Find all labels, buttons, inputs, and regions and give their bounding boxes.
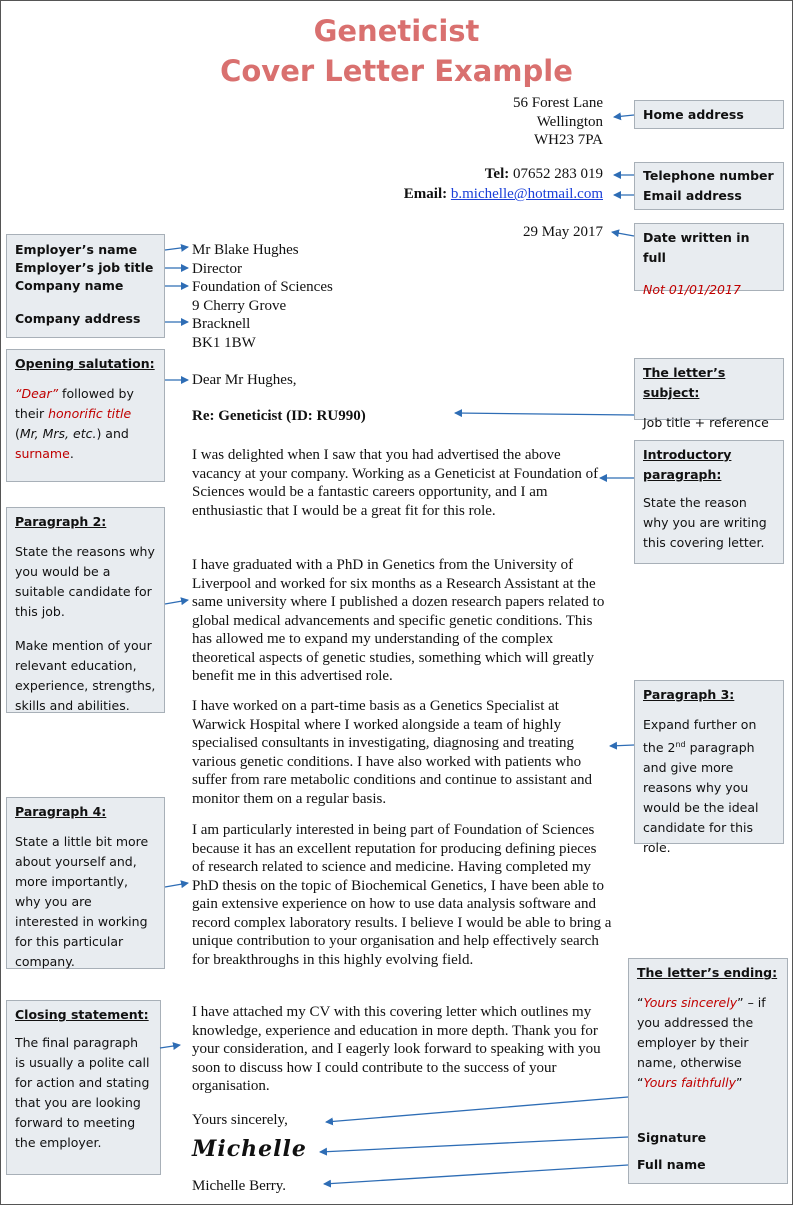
paragraph-5: I have attached my CV with this covering letter which outlines my knowledge, experience and education in more depth. Thank you for your consideration, and I eagerly look forward to speaking with you soon to discuss how I could contribute to the success of your organisation. xyxy=(192,1004,601,1094)
recipient-street: 9 Cherry Grove xyxy=(192,297,287,314)
letter-date: 29 May 2017 xyxy=(523,224,603,240)
paragraph-4: I am particularly interested in being part of Foundation of Sciences because it has an excellent reputation for producing defining pieces of research related to science and medicine. Having completed my PhD thesis on the topic of Biochemical Genetics, I have been able to gain extensive experience on how to use data analysis software and record complex laboratory results. I believe I would be able to bring a unique contribution to your organisation and help effectively search for breakthroughs in this highly evolving field. xyxy=(192,822,612,968)
annotation-employer: Employer’s name Employer’s job title Company name Company address xyxy=(6,234,165,338)
signature-label: Signature xyxy=(637,1130,707,1145)
arrow-date xyxy=(612,232,634,236)
address-line: 56 Forest Lane xyxy=(513,95,603,111)
address-line: Wellington xyxy=(536,113,603,130)
paragraph-3: I have worked on a part-time basis as a Genetics Specialist at Warwick Hospital where I worked alongside a team of highly specialised consultants in investigating, diagnosing and treating various genetic conditions. I have also worked with patients who suffer from rare metabolic conditions and continue to assistant and monitor them on a regular basis. xyxy=(192,698,593,807)
arrow-ending xyxy=(326,1097,628,1122)
annotation-opening: Opening salutation: “Dear” followed by their honorific title (Mr, Mrs, etc.) and surname. xyxy=(6,349,165,482)
arrow-paragraph-2 xyxy=(165,600,188,604)
annotation-paragraph-4: Paragraph 4: State a little bit more about yourself and, more importantly, why you are interested in working for this particular company. xyxy=(6,797,165,969)
annotation-home-address: Home address xyxy=(634,100,784,129)
arrow-home-address xyxy=(614,115,634,117)
closing: Yours sincerely, xyxy=(192,1112,288,1128)
email-label: Email: xyxy=(403,186,448,202)
signature: Michelle xyxy=(192,1136,307,1162)
annotation-subject: The letter’s subject: Job title + reference xyxy=(634,358,784,420)
arrow-employer-name xyxy=(165,247,188,250)
recipient-title: Director xyxy=(192,260,242,277)
annotation-paragraph-2: Paragraph 2: State the reasons why you would be a suitable candidate for this job. Make mention of your relevant education, experience, strengths, skills and abilities. xyxy=(6,507,165,713)
tel-label: Tel: xyxy=(484,166,510,182)
annotation-contact: Telephone number Email address xyxy=(634,162,784,210)
page-title-line2: Cover Letter Example xyxy=(220,54,573,88)
annotation-paragraph-3: Paragraph 3: Expand further on the 2nd paragraph and give more reasons why you would be the ideal candidate for this role. xyxy=(634,680,784,844)
paragraph-1: I was delighted when I saw that you had advertised the above vacancy at your company. Working as a Geneticist at Foundation of Sciences would be a fantastic careers opportunity, and I am enthusiastic that I would be a great fit for this role. xyxy=(192,447,599,519)
paragraph-2: I have graduated with a PhD in Genetics from the University of Liverpool and worked for six months as a Research Assistant at the same university where I published a dozen research papers related to global medical advancements and specific genetic conditions. This has allowed me to expand my understanding of the complex theoretical aspects of genetic studies, something which will greatly benefit me in this advertised role. xyxy=(192,557,605,684)
recipient-town: Bracknell xyxy=(192,316,251,332)
email-link[interactable]: b.michelle@hotmail.com xyxy=(450,186,603,202)
arrow-signature xyxy=(320,1137,628,1152)
arrow-subject xyxy=(455,413,634,415)
full-name: Michelle Berry. xyxy=(192,1178,286,1194)
tel-value: 07652 283 019 xyxy=(513,166,603,182)
subject-line: Re: Geneticist (ID: RU990) xyxy=(192,408,366,424)
annotation-closing: Closing statement: The final paragraph is usually a polite call for action and stating that you are looking forward to meeting the employer. xyxy=(6,1000,161,1175)
recipient-company: Foundation of Sciences xyxy=(192,279,333,295)
arrow-fullname xyxy=(324,1165,628,1184)
page-title-line1: Geneticist xyxy=(313,14,480,48)
arrow-paragraph-4 xyxy=(165,883,188,887)
recipient-name: Mr Blake Hughes xyxy=(192,242,299,258)
annotation-ending: The letter’s ending: “Yours sincerely” – if you addressed the employer by their name, otherwise “Yours faithfully” xyxy=(628,958,788,1184)
fullname-label: Full name xyxy=(637,1157,706,1172)
annotation-date: Date written in full Not 01/01/2017 xyxy=(634,223,784,291)
recipient-postcode: BK1 1BW xyxy=(192,334,256,351)
salutation: Dear Mr Hughes, xyxy=(192,372,297,388)
arrow-closing xyxy=(160,1045,180,1048)
annotation-intro: Introductory paragraph: State the reason why you are writing this covering letter. xyxy=(634,440,784,564)
arrow-paragraph-3 xyxy=(610,745,634,746)
address-line: WH23 7PA xyxy=(533,132,603,148)
